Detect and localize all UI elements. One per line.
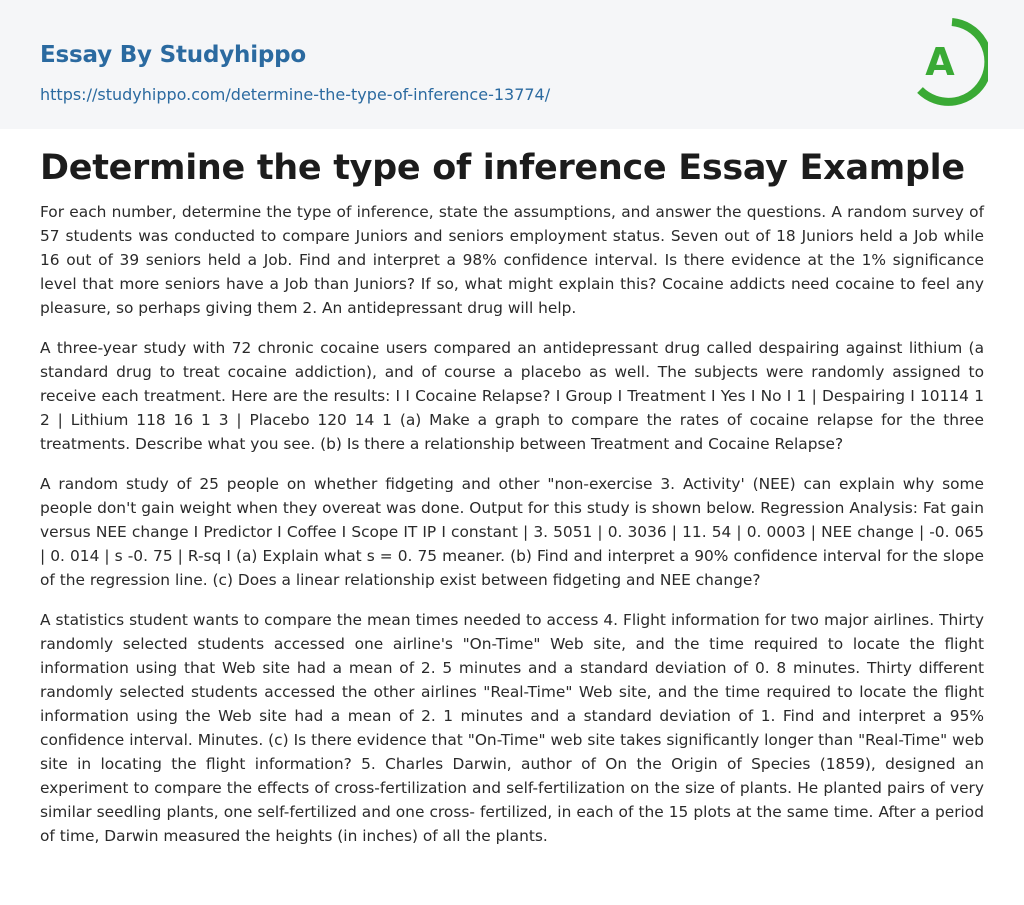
article-url-link[interactable]: https://studyhippo.com/determine-the-type-of-inference-13774/ [40,85,551,104]
logo-letter: A [925,40,955,84]
article-paragraph-1: For each number, determine the type of inference, state the assumptions, and answer the questions. A random survey of 57 students was conducted to compare Juniors and seniors employment status. Seven out of 18 Juniors held a Job while 16 out of 39 seniors held a Job. Find and interpret a 98% confidence interval. Is there evidence at the 1% significance level that more seniors have a Job than Juniors? If so, what might explain this? Cocaine addicts need cocaine to feel any pleasure, so perhaps giving them 2. An antidepressant drug will help. [40,203,984,317]
page-title: Determine the type of inference Essay Example [40,148,965,188]
article-paragraph-2: A three-year study with 72 chronic cocaine users compared an antidepressant drug called despairing against lithium (a standard drug to treat cocaine addiction), and of course a placebo as well. The subjects were randomly assigned to receive each treatment. Here are the results: I I Cocaine Relapse? I Group I Treatment I Yes I No I 1 | Despairing I 10114 1 2 | Lithium 118 16 1 3 | Placebo 120 14 1 (a) Make a graph to compare the rates of cocaine relapse for the three treatments. Describe what you see. (b) Is there a relationship between Treatment and Cocaine Relapse? [40,339,984,453]
article-paragraph-4: A statistics student wants to compare the mean times needed to access 4. Flight information for two major airlines. Thirty randomly selected students accessed one airline's "On-Time" Web site, and the time required to locate the flight information using that Web site had a mean of 2. 5 minutes and a standard deviation of 0. 8 minutes. Thirty different randomly selected students accessed the other airlines "Real-Time" Web site, and the time required to locate the flight information using the Web site had a mean of 2. 1 minutes and a standard deviation of 1. Find and interpret a 95% confidence interval. Minutes. (c) Is there evidence that "On-Time" web site takes significantly longer than "Real-Time" web site in locating the flight information? 5. Charles Darwin, author of On the Origin of Species (1859), designed an experiment to compare the effects of cross-fertilization and self-fertilization on the size of plants. He planted pairs of very similar seedling plants, one self-fertilized and one cross- fertilized, in each of the 15 plots at the same time. After a period of time, Darwin measured the heights (in inches) of all the plants. [40,611,984,845]
site-name[interactable]: Essay By Studyhippo [40,42,307,68]
article-body [40,200,984,864]
article-paragraph-3: A random study of 25 people on whether fidgeting and other "non-exercise 3. Activity' (NEE) can explain why some people don't gain weight when they overeat was done. Output for this study is shown below. Regression Analysis: Fat gain versus NEE change I Predictor I Coffee I Scope IT IP I constant | 3. 5051 | 0. 3036 | 11. 54 | 0. 0003 | NEE change | -0. 065 | 0. 014 | s -0. 75 | R-sq I (a) Explain what s = 0. 75 meaner. (b) Find and interpret a 90% confidence interval for the slope of the regression line. (c) Does a linear relationship exist between fidgeting and NEE change? [40,475,984,589]
